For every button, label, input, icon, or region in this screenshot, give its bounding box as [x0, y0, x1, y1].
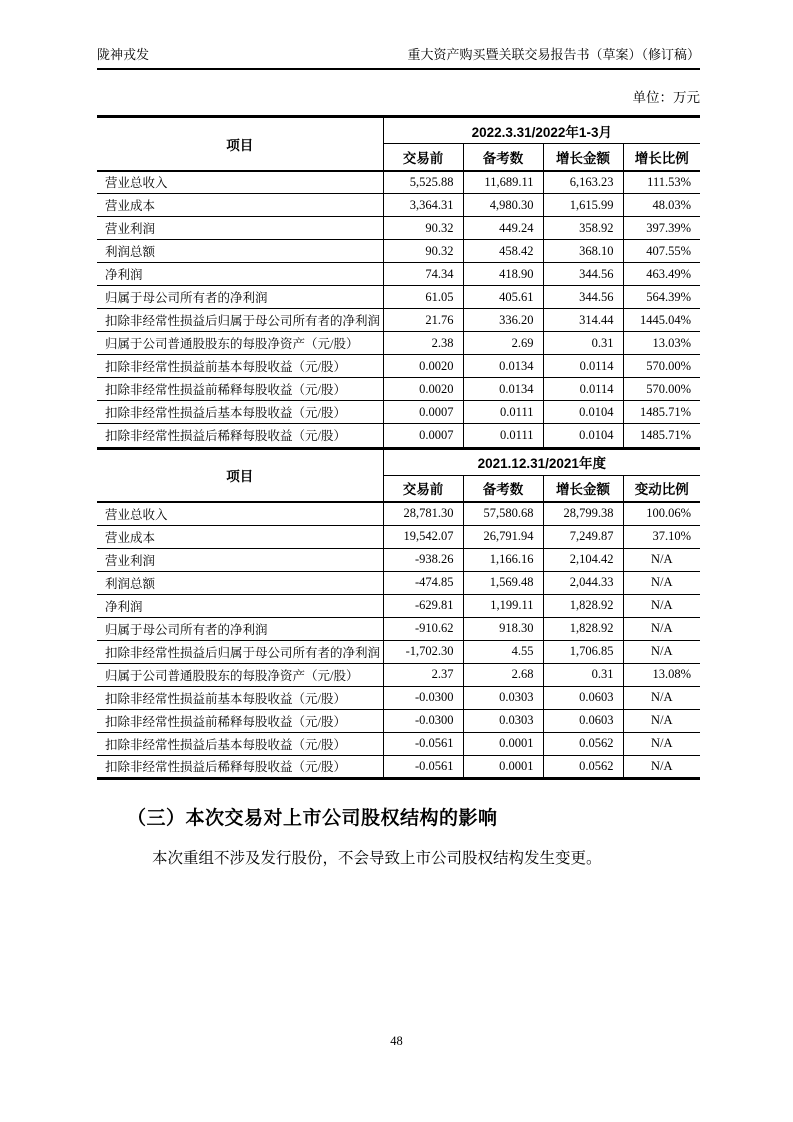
row-label: 营业总收入 [97, 171, 383, 194]
cell-value: 0.0001 [463, 732, 543, 755]
column-header-item: 项目 [97, 117, 383, 171]
cell-value: 570.00% [623, 378, 700, 401]
unit-label: 单位：万元 [632, 90, 700, 105]
row-label: 扣除非经常性损益后稀释每股收益（元/股） [105, 429, 346, 444]
period-header: 2021.12.31/2021年度 [383, 448, 700, 475]
row-label: 净利润 [97, 263, 383, 286]
cell-value: 57,580.68 [463, 502, 543, 525]
cell-value: 314.44 [543, 309, 623, 332]
table-row [97, 286, 700, 309]
cell-value: 0.0303 [463, 686, 543, 709]
table-row [97, 732, 700, 755]
cell-value: 0.0114 [543, 378, 623, 401]
cell-value: 2,044.33 [543, 571, 623, 594]
cell-value: 1,166.16 [463, 548, 543, 571]
cell-value: 37.10% [623, 525, 700, 548]
table-row [97, 355, 700, 378]
cell-value: N/A [623, 640, 700, 663]
cell-value: 0.0007 [383, 424, 463, 447]
cell-value: 3,364.31 [383, 194, 463, 217]
cell-value: 0.0104 [543, 401, 623, 424]
cell-value: 2.68 [463, 663, 543, 686]
cell-value: 0.0111 [463, 424, 543, 447]
cell-value: 1485.71% [623, 424, 700, 447]
cell-value: 0.0134 [463, 355, 543, 378]
cell-value: 0.0104 [543, 424, 623, 447]
cell-value: N/A [623, 755, 700, 778]
cell-value: 13.03% [623, 332, 700, 355]
cell-value: 407.55% [623, 240, 700, 263]
row-label: 营业成本 [97, 194, 383, 217]
table-row [97, 755, 700, 778]
row-label: 扣除非经常性损益前基本每股收益（元/股） [97, 355, 383, 378]
header-company-name: 陇神戎发 [97, 47, 150, 62]
row-label: 扣除非经常性损益前稀释每股收益（元/股） [97, 378, 383, 401]
cell-value: 918.30 [463, 617, 543, 640]
table-row [97, 424, 700, 447]
cell-value: -474.85 [383, 571, 463, 594]
cell-value: -0.0300 [383, 686, 463, 709]
table-row [97, 332, 700, 355]
cell-value: -910.62 [383, 617, 463, 640]
cell-value: 21.76 [383, 309, 463, 332]
column-header-growth-amount: 增长金额 [543, 144, 623, 171]
cell-value: 358.92 [543, 217, 623, 240]
table-row [97, 640, 700, 663]
cell-value: -0.0561 [383, 732, 463, 755]
running-header [97, 46, 700, 70]
cell-value: 458.42 [463, 240, 543, 263]
table-row [97, 194, 700, 217]
column-header-pre-transaction: 交易前 [383, 475, 463, 502]
table-row [97, 663, 700, 686]
cell-value: 4.55 [463, 640, 543, 663]
cell-value: 26,791.94 [463, 525, 543, 548]
cell-value: 368.10 [543, 240, 623, 263]
row-label: 利润总额 [97, 240, 383, 263]
row-label: 扣除非经常性损益后稀释每股收益（元/股） [97, 755, 383, 778]
row-label: 扣除非经常性损益后基本每股收益（元/股） [97, 401, 383, 424]
cell-value: 0.0020 [383, 378, 463, 401]
table-row [97, 548, 700, 571]
cell-value: 418.90 [463, 263, 543, 286]
cell-value: 0.0020 [383, 355, 463, 378]
row-label: 营业利润 [97, 548, 383, 571]
row-label: 营业总收入 [97, 502, 383, 525]
table-row [97, 378, 700, 401]
cell-value: 28,781.30 [383, 502, 463, 525]
row-label: 归属于母公司所有者的净利润 [97, 617, 383, 640]
cell-value: 90.32 [383, 240, 463, 263]
cell-value: 11,689.11 [463, 171, 543, 194]
cell-value: 1,828.92 [543, 594, 623, 617]
cell-value: 344.56 [543, 286, 623, 309]
cell-value: 0.0134 [463, 378, 543, 401]
column-header-pre-transaction: 交易前 [383, 144, 463, 171]
cell-value: 1,569.48 [463, 571, 543, 594]
cell-value: 0.0114 [543, 355, 623, 378]
cell-value: 336.20 [463, 309, 543, 332]
cell-value: 4,980.30 [463, 194, 543, 217]
section-paragraph: 本次重组不涉及发行股份，不会导致上市公司股权结构发生变更。 [152, 849, 602, 867]
cell-value: 7,249.87 [543, 525, 623, 548]
row-label: 扣除非经常性损益前基本每股收益（元/股） [97, 686, 383, 709]
table-row [97, 617, 700, 640]
financial-table-2021-annual [97, 447, 700, 780]
cell-value: 0.0303 [463, 709, 543, 732]
cell-value: 564.39% [623, 286, 700, 309]
cell-value: 2.69 [463, 332, 543, 355]
cell-value: 0.0001 [463, 755, 543, 778]
cell-value: N/A [623, 709, 700, 732]
cell-value: 2.37 [383, 663, 463, 686]
column-header-pro-forma: 备考数 [463, 144, 543, 171]
cell-value: -1,702.30 [383, 640, 463, 663]
cell-value: 0.0562 [543, 732, 623, 755]
table-row [97, 594, 700, 617]
cell-value: 19,542.07 [383, 525, 463, 548]
cell-value: 397.39% [623, 217, 700, 240]
cell-value: 0.0007 [383, 401, 463, 424]
cell-value: 0.0562 [543, 755, 623, 778]
row-label: 扣除非经常性损益后归属于母公司所有者的净利润 [97, 640, 383, 663]
cell-value: 0.31 [543, 332, 623, 355]
cell-value: N/A [623, 571, 700, 594]
table-header-period-row [97, 448, 700, 475]
cell-value: N/A [623, 617, 700, 640]
cell-value: 90.32 [383, 217, 463, 240]
row-label: 扣除非经常性损益前稀释每股收益（元/股） [97, 709, 383, 732]
cell-value: 0.0111 [463, 401, 543, 424]
financial-table-2022-q1 [97, 115, 700, 447]
row-label: 归属于公司普通股股东的每股净资产（元/股） [97, 332, 383, 355]
cell-value: N/A [623, 732, 700, 755]
table-row [97, 309, 700, 332]
cell-value: N/A [623, 548, 700, 571]
cell-value: 1,706.85 [543, 640, 623, 663]
cell-value: 48.03% [623, 194, 700, 217]
table-header-period-row [97, 117, 700, 144]
table-row [97, 217, 700, 240]
table-row [97, 263, 700, 286]
cell-value: 61.05 [383, 286, 463, 309]
row-label: 营业成本 [97, 525, 383, 548]
cell-value: 1445.04% [623, 309, 700, 332]
cell-value: 13.08% [623, 663, 700, 686]
table-row [97, 571, 700, 594]
row-label: 扣除非经常性损益后基本每股收益（元/股） [97, 732, 383, 755]
table-row [97, 686, 700, 709]
cell-value: 1,828.92 [543, 617, 623, 640]
table-row [97, 709, 700, 732]
cell-value: 111.53% [623, 171, 700, 194]
cell-value: 2,104.42 [543, 548, 623, 571]
cell-value: 2.38 [383, 332, 463, 355]
row-label: 净利润 [97, 594, 383, 617]
table-row [97, 525, 700, 548]
column-header-growth-amount: 增长金额 [543, 475, 623, 502]
column-header-pro-forma: 备考数 [463, 475, 543, 502]
cell-value: 100.06% [623, 502, 700, 525]
cell-value: 570.00% [623, 355, 700, 378]
cell-value: 463.49% [623, 263, 700, 286]
row-label: 归属于母公司所有者的净利润 [97, 286, 383, 309]
cell-value: 1,199.11 [463, 594, 543, 617]
table-row [97, 401, 700, 424]
cell-value: 0.31 [543, 663, 623, 686]
row-label: 扣除非经常性损益后归属于母公司所有者的净利润 [97, 309, 383, 332]
section-heading: （三）本次交易对上市公司股权结构的影响 [127, 807, 498, 829]
cell-value: 405.61 [463, 286, 543, 309]
header-report-title: 重大资产购买暨关联交易报告书（草案）（修订稿） [407, 47, 700, 62]
page-number: 48 [390, 1034, 403, 1048]
cell-value: 0.0603 [543, 709, 623, 732]
row-label: 营业利润 [97, 217, 383, 240]
column-header-change-ratio: 变动比例 [623, 475, 700, 502]
table-row [97, 171, 700, 194]
cell-value: -629.81 [383, 594, 463, 617]
cell-value: -938.26 [383, 548, 463, 571]
cell-value: -0.0561 [383, 755, 463, 778]
cell-value: 0.0603 [543, 686, 623, 709]
column-header-growth-ratio: 增长比例 [623, 144, 700, 171]
cell-value: 5,525.88 [383, 171, 463, 194]
cell-value: 6,163.23 [543, 171, 623, 194]
cell-value: 28,799.38 [543, 502, 623, 525]
table-row [97, 502, 700, 525]
cell-value: 74.34 [383, 263, 463, 286]
cell-value: N/A [623, 686, 700, 709]
cell-value: 344.56 [543, 263, 623, 286]
table-row [97, 240, 700, 263]
row-label: 归属于公司普通股股东的每股净资产（元/股） [97, 663, 383, 686]
column-header-item: 项目 [97, 448, 383, 502]
cell-value: 1,615.99 [543, 194, 623, 217]
cell-value: 1485.71% [623, 401, 700, 424]
row-label: 利润总额 [97, 571, 383, 594]
cell-value: N/A [623, 594, 700, 617]
period-header: 2022.3.31/2022年1-3月 [383, 117, 700, 144]
cell-value: -0.0300 [383, 709, 463, 732]
cell-value: 449.24 [463, 217, 543, 240]
